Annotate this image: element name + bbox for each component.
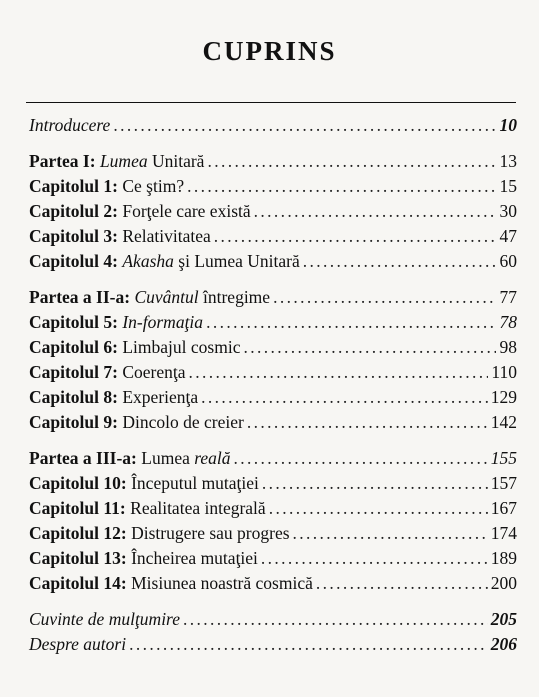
toc-entry-title-italic: Akasha bbox=[122, 251, 174, 271]
toc-entry-title-italic: In-formaţia bbox=[122, 312, 204, 332]
toc-entry-prefix: Capitolul 13: bbox=[29, 548, 127, 568]
toc-page-number: 189 bbox=[490, 548, 517, 568]
toc-page-number: 142 bbox=[490, 412, 517, 432]
dot-leader bbox=[214, 224, 496, 249]
dot-leader bbox=[207, 149, 496, 174]
dot-leader bbox=[254, 199, 496, 224]
toc-entry-title: Dincolo de creier bbox=[122, 412, 244, 432]
toc-entry-title: Realitatea integrală bbox=[130, 498, 266, 518]
toc-entry-title: Limbajul cosmic bbox=[122, 337, 241, 357]
toc-entry-prefix: Partea I: bbox=[29, 151, 96, 171]
toc-entry-chapter-3[interactable] bbox=[29, 224, 517, 249]
toc-entry-chapter-1[interactable] bbox=[29, 174, 517, 199]
dot-leader bbox=[189, 360, 489, 385]
toc-page-number: 13 bbox=[499, 151, 517, 171]
toc-entry-chapter-13[interactable] bbox=[29, 546, 517, 571]
toc-entry-title-italic: Cuvinte de mulţumire bbox=[29, 609, 180, 629]
toc-page-number: 60 bbox=[499, 251, 517, 271]
toc-page-number: 167 bbox=[490, 498, 517, 518]
toc-page-number: 98 bbox=[499, 337, 517, 357]
toc-entry-prefix: Capitolul 5: bbox=[29, 312, 118, 332]
toc-entry-prefix: Capitolul 7: bbox=[29, 362, 118, 382]
toc-entry-prefix: Capitolul 12: bbox=[29, 523, 127, 543]
toc-entry-prefix: Capitolul 11: bbox=[29, 498, 126, 518]
dot-leader bbox=[129, 632, 488, 657]
toc-page-number: 77 bbox=[499, 287, 517, 307]
dot-leader bbox=[234, 446, 488, 471]
toc-entry-title: Introducere bbox=[29, 115, 111, 135]
toc-entry-title: Ce ştim? bbox=[122, 176, 185, 196]
toc-entry-title: Încheirea mutaţiei bbox=[131, 548, 258, 568]
dot-leader bbox=[293, 521, 488, 546]
toc-page-number: 206 bbox=[490, 634, 517, 654]
toc-entry-title: Distrugere sau progres bbox=[131, 523, 290, 543]
toc-entry-title: Relativitatea bbox=[122, 226, 211, 246]
toc-page-number: 155 bbox=[490, 448, 517, 468]
dot-leader bbox=[206, 310, 496, 335]
toc-entry-prefix: Capitolul 10: bbox=[29, 473, 127, 493]
page-title: CUPRINS bbox=[202, 36, 337, 66]
toc-entry-prefix: Capitolul 1: bbox=[29, 176, 118, 196]
toc-entry-prefix: Partea a III-a: bbox=[29, 448, 137, 468]
toc-entry-prefix: Capitolul 4: bbox=[29, 251, 118, 271]
toc-page-number: 15 bbox=[499, 176, 517, 196]
toc-entry-title: Lumea bbox=[141, 448, 190, 468]
toc-entry-chapter-9[interactable] bbox=[29, 410, 517, 435]
toc-entry-chapter-7[interactable] bbox=[29, 360, 517, 385]
toc-entry-part-1[interactable] bbox=[29, 149, 517, 174]
dot-leader bbox=[262, 471, 488, 496]
dot-leader bbox=[269, 496, 488, 521]
toc-entry-prefix: Capitolul 6: bbox=[29, 337, 118, 357]
toc-page-number: 205 bbox=[490, 609, 517, 629]
dot-leader bbox=[303, 249, 496, 274]
toc-entry-title-italic: Lumea bbox=[99, 151, 148, 171]
toc-page-number: 200 bbox=[490, 573, 517, 593]
toc-entry-title: Începutul mutaţiei bbox=[131, 473, 259, 493]
toc-entry-chapter-6[interactable] bbox=[29, 335, 517, 360]
dot-leader bbox=[243, 335, 496, 360]
toc-page-number: 129 bbox=[490, 387, 517, 407]
toc-entry-title: Unitară bbox=[151, 151, 205, 171]
dot-leader bbox=[201, 385, 488, 410]
toc-page-number: 10 bbox=[499, 115, 517, 135]
toc-page-number: 174 bbox=[490, 523, 517, 543]
toc-entry-title-italic: reală bbox=[194, 448, 231, 468]
dot-leader bbox=[187, 174, 496, 199]
toc-page-number: 157 bbox=[490, 473, 517, 493]
toc-entry-chapter-8[interactable] bbox=[29, 385, 517, 410]
toc-entry-title: Coerenţa bbox=[122, 362, 186, 382]
toc-entry-chapter-2[interactable] bbox=[29, 199, 517, 224]
toc-page-number: 110 bbox=[491, 362, 517, 382]
toc-entry-chapter-4[interactable] bbox=[29, 249, 517, 274]
toc-entry-acknowledgements[interactable] bbox=[29, 607, 517, 632]
toc-entry-title: şi Lumea Unitară bbox=[178, 251, 300, 271]
toc-page-number: 47 bbox=[499, 226, 517, 246]
toc-entry-chapter-10[interactable] bbox=[29, 471, 517, 496]
toc-entry-title: întregime bbox=[203, 287, 271, 307]
toc-entry-prefix: Capitolul 3: bbox=[29, 226, 118, 246]
toc-entry-prefix: Partea a II-a: bbox=[29, 287, 131, 307]
toc-entry-prefix: Capitolul 8: bbox=[29, 387, 118, 407]
dot-leader bbox=[273, 285, 496, 310]
toc-entry-title-italic: Despre autori bbox=[29, 634, 127, 654]
toc-entry-prefix: Capitolul 9: bbox=[29, 412, 118, 432]
toc-entry-part-2[interactable] bbox=[29, 285, 517, 310]
toc-entry-title: Forţele care există bbox=[122, 201, 251, 221]
toc-entry-chapter-12[interactable] bbox=[29, 521, 517, 546]
dot-leader bbox=[316, 571, 488, 596]
toc-entry-chapter-5[interactable] bbox=[29, 310, 517, 335]
toc-entry-title: Experienţa bbox=[122, 387, 199, 407]
toc-entry-part-3[interactable] bbox=[29, 446, 517, 471]
toc-page-number: 78 bbox=[499, 312, 517, 332]
toc-entry-about-authors[interactable] bbox=[29, 632, 517, 657]
toc-entry-title: Misiunea noastră cosmică bbox=[131, 573, 313, 593]
toc-page-number: 30 bbox=[499, 201, 517, 221]
dot-leader bbox=[261, 546, 488, 571]
toc-entry-title-italic: Cuvântul bbox=[134, 287, 199, 307]
dot-leader bbox=[113, 113, 496, 138]
toc-entry-chapter-14[interactable] bbox=[29, 571, 517, 596]
toc-entry-chapter-11[interactable] bbox=[29, 496, 517, 521]
dot-leader bbox=[247, 410, 488, 435]
dot-leader bbox=[183, 607, 488, 632]
toc-entry-prefix: Capitolul 14: bbox=[29, 573, 127, 593]
toc-entry-prefix: Capitolul 2: bbox=[29, 201, 118, 221]
table-of-contents bbox=[29, 113, 517, 657]
title-divider bbox=[26, 102, 516, 103]
toc-entry-introduction[interactable] bbox=[29, 113, 517, 138]
